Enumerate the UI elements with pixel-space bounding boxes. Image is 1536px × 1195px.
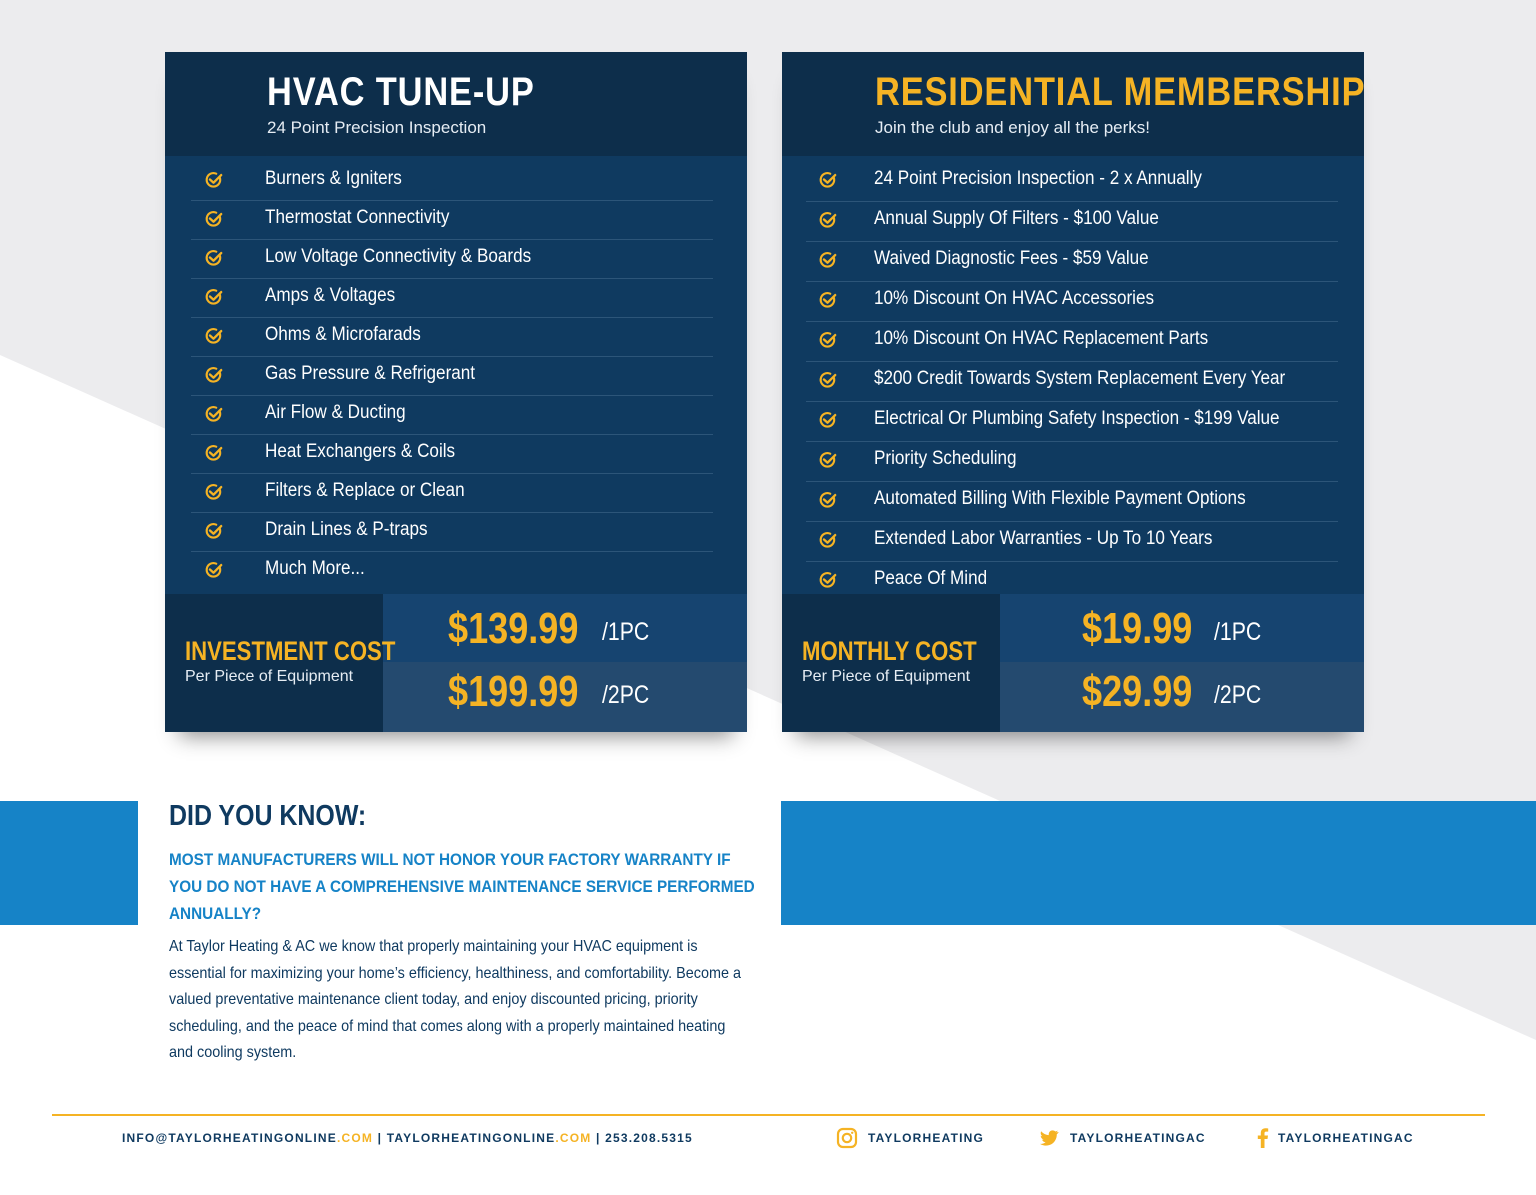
check-circle-icon (819, 211, 837, 229)
twitter-icon (1038, 1127, 1060, 1149)
email-link[interactable]: INFO@TAYLORHEATINGONLINE (122, 1131, 337, 1145)
list-item (165, 396, 747, 435)
check-circle-icon (819, 371, 837, 389)
footer-contact (122, 1131, 693, 1145)
footer-divider (52, 1114, 1485, 1116)
list-item-label: Annual Supply Of Filters - $100 Value (874, 208, 1159, 229)
membership-pricing (782, 594, 1364, 732)
tuneup-subtitle: 24 Point Precision Inspection (267, 118, 487, 137)
list-item (165, 162, 747, 201)
tuneup-card (165, 52, 747, 732)
list-item (165, 279, 747, 318)
list-item-label: 24 Point Precision Inspection - 2 x Annually (874, 168, 1202, 189)
list-item-label: Automated Billing With Flexible Payment Options (874, 488, 1246, 509)
instagram-handle: TAYLORHEATING (868, 1131, 985, 1145)
phone-number[interactable]: 253.208.5315 (605, 1131, 693, 1145)
check-circle-icon (205, 405, 223, 423)
check-circle-icon (819, 251, 837, 269)
check-circle-icon (819, 171, 837, 189)
list-item-label: Electrical Or Plumbing Safety Inspection - $199 Value (874, 408, 1280, 429)
list-item-label: Drain Lines & P-traps (265, 519, 428, 540)
list-item-label: Low Voltage Connectivity & Boards (265, 246, 532, 267)
list-item (165, 240, 747, 279)
cost-title: INVESTMENT COST (185, 636, 396, 666)
list-item (782, 162, 1364, 202)
membership-card (782, 52, 1364, 732)
website-link[interactable]: TAYLORHEATINGONLINE (386, 1131, 556, 1145)
check-circle-icon (819, 331, 837, 349)
list-item (782, 202, 1364, 242)
cost-title: MONTHLY COST (802, 636, 977, 666)
list-item-label: Peace Of Mind (874, 568, 988, 589)
website-tld[interactable]: .COM (555, 1131, 592, 1145)
list-item-label: 10% Discount On HVAC Accessories (874, 288, 1155, 309)
did-you-know-body: At Taylor Heating & AC we know that properly maintaining your HVAC equipment is essential for maximizing your home’s efficiency, healthiness, and comfortability. Become a valued preventative maintenance client today, and enjoy discounted pricing, priority scheduling, and the peace of mind that comes along with a properly maintained heating and cooling system. (169, 938, 742, 1061)
check-circle-icon (205, 327, 223, 345)
list-item-label: Gas Pressure & Refrigerant (265, 363, 476, 384)
list-item (782, 402, 1364, 442)
list-item (165, 552, 747, 591)
check-circle-icon (205, 561, 223, 579)
did-you-know-title: DID YOU KNOW: (169, 800, 367, 832)
list-item (165, 513, 747, 552)
list-item (782, 362, 1364, 402)
list-item (165, 318, 747, 357)
price-2pc: $29.99 (1082, 667, 1193, 716)
unit-2pc: /2PC (1214, 681, 1262, 709)
check-circle-icon (819, 411, 837, 429)
membership-perks (782, 162, 1364, 602)
cost-subtitle: Per Piece of Equipment (185, 668, 354, 685)
check-circle-icon (205, 288, 223, 306)
list-item-label: Amps & Voltages (265, 285, 396, 306)
membership-card-header (782, 52, 1364, 156)
membership-subtitle: Join the club and enjoy all the perks! (875, 118, 1151, 137)
list-item (782, 322, 1364, 362)
membership-title: RESIDENTIAL MEMBERSHIP (875, 70, 1366, 114)
list-item (165, 357, 747, 396)
check-circle-icon (205, 171, 223, 189)
price-1pc: $139.99 (448, 604, 579, 653)
check-circle-icon (205, 210, 223, 228)
list-item-label: Priority Scheduling (874, 448, 1017, 469)
cost-subtitle: Per Piece of Equipment (802, 668, 971, 685)
accent-band-left (0, 801, 138, 925)
tuneup-title: HVAC TUNE-UP (267, 70, 535, 114)
list-item (165, 474, 747, 513)
list-item (782, 522, 1364, 562)
tuneup-checklist (165, 162, 747, 591)
unit-2pc: /2PC (602, 681, 650, 709)
unit-1pc: /1PC (602, 618, 650, 646)
list-item-label: $200 Credit Towards System Replacement Every Year (874, 368, 1286, 389)
check-circle-icon (819, 571, 837, 589)
check-circle-icon (819, 291, 837, 309)
separator: | (373, 1131, 387, 1145)
check-circle-icon (205, 522, 223, 540)
list-item-label: Heat Exchangers & Coils (265, 441, 456, 462)
separator: | (591, 1131, 606, 1145)
list-item-label: Much More... (265, 558, 365, 579)
list-item-label: Waived Diagnostic Fees - $59 Value (874, 248, 1149, 269)
list-item-label: Thermostat Connectivity (265, 207, 450, 228)
list-item-label: Air Flow & Ducting (265, 402, 406, 423)
list-item (165, 201, 747, 240)
list-item (165, 435, 747, 474)
accent-band-right (781, 801, 1536, 925)
check-circle-icon (205, 444, 223, 462)
check-circle-icon (819, 531, 837, 549)
check-circle-icon (819, 451, 837, 469)
check-circle-icon (205, 483, 223, 501)
email-tld[interactable]: .COM (336, 1131, 374, 1145)
facebook-handle: TAYLORHEATINGAC (1278, 1131, 1414, 1145)
twitter-handle: TAYLORHEATINGAC (1070, 1131, 1206, 1145)
list-item (782, 242, 1364, 282)
did-you-know-question: MOST MANUFACTURERS WILL NOT HONOR YOUR FACTORY WARRANTY IF YOU DO NOT HAVE A COMPREHENSIVE MAINTENANCE SERVICE PERFORMED ANNUALLY? (169, 850, 755, 923)
check-circle-icon (819, 491, 837, 509)
list-item-label: Burners & Igniters (265, 168, 402, 189)
instagram-icon (836, 1127, 858, 1149)
list-item-label: 10% Discount On HVAC Replacement Parts (874, 328, 1209, 349)
list-item-label: Extended Labor Warranties - Up To 10 Years (874, 528, 1213, 549)
facebook-icon (1252, 1127, 1274, 1149)
list-item (782, 282, 1364, 322)
list-item (782, 482, 1364, 522)
tuneup-pricing (165, 594, 747, 732)
unit-1pc: /1PC (1214, 618, 1262, 646)
price-1pc: $19.99 (1082, 604, 1193, 653)
price-2pc: $199.99 (448, 667, 579, 716)
list-item-label: Ohms & Microfarads (265, 324, 421, 345)
check-circle-icon (205, 249, 223, 267)
tuneup-card-header (165, 52, 747, 156)
check-circle-icon (205, 366, 223, 384)
list-item-label: Filters & Replace or Clean (265, 480, 465, 501)
list-item (782, 442, 1364, 482)
